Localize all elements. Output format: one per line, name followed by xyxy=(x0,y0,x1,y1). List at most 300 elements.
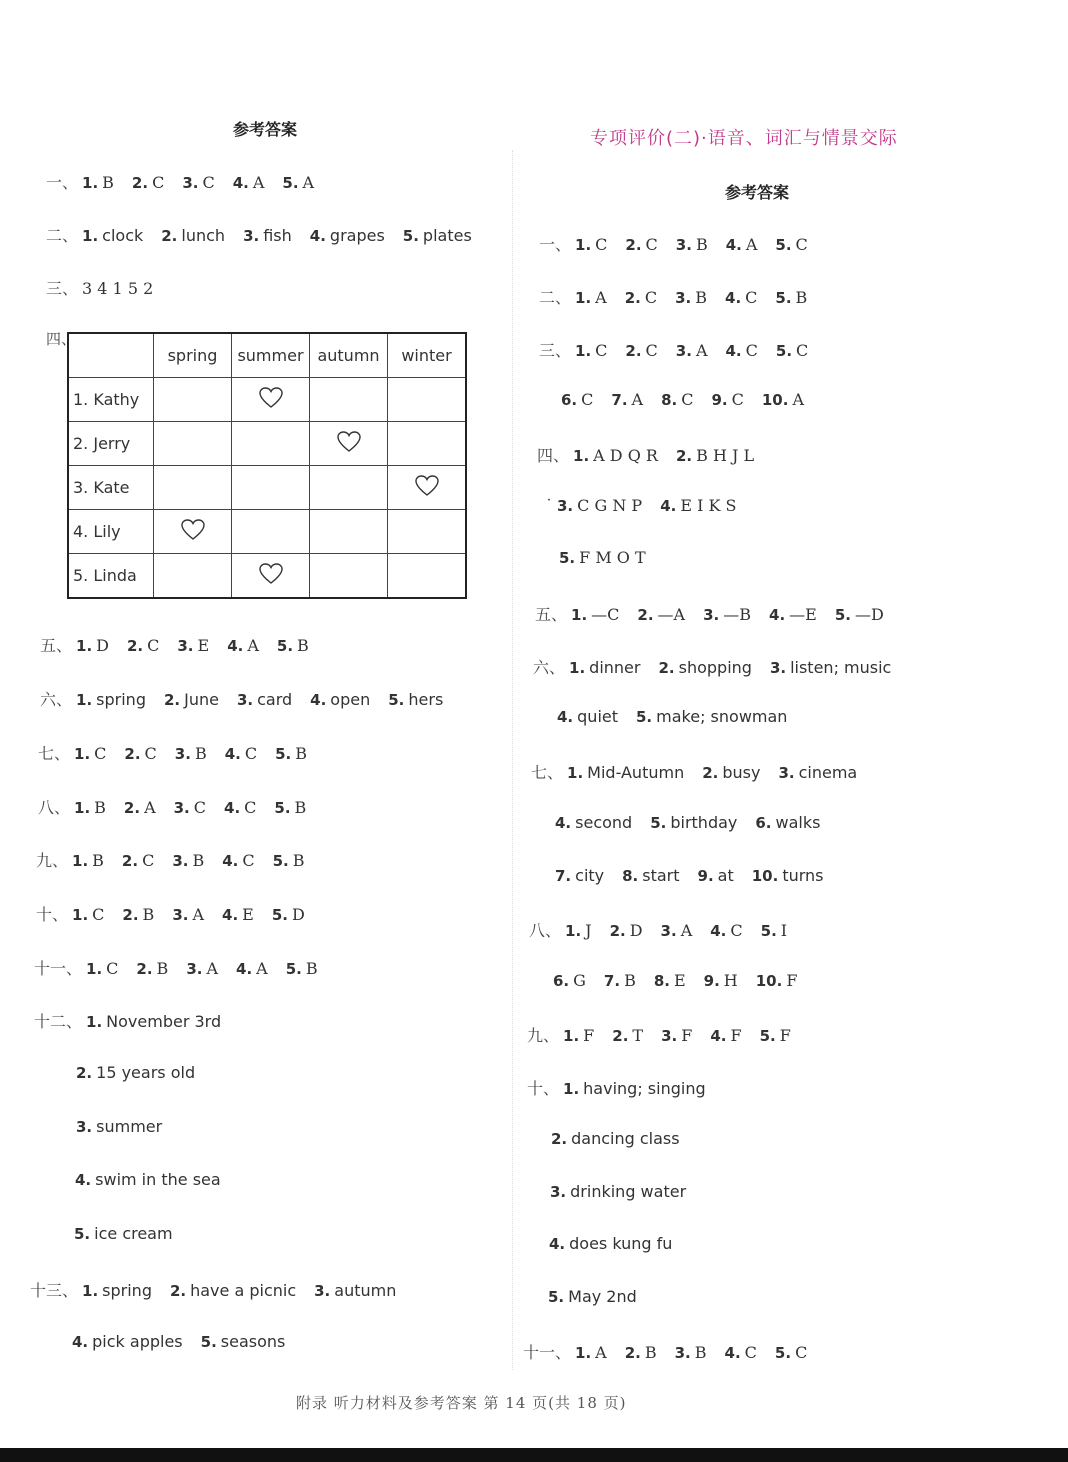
table-header-cell: autumn xyxy=(310,333,388,378)
answer-item xyxy=(557,707,618,726)
answer-item xyxy=(661,1026,692,1045)
item-number: 7. xyxy=(611,391,628,409)
item-number: 3. xyxy=(675,236,692,254)
item-number: 3. xyxy=(172,906,189,924)
item-number: 9. xyxy=(711,391,728,409)
item-number: 4. xyxy=(227,637,244,655)
item-answer: A xyxy=(695,341,708,360)
student-name-cell: 4. Lily xyxy=(68,510,154,554)
item-number: 3. xyxy=(174,745,191,763)
answer-line xyxy=(46,276,153,299)
item-number: 1. xyxy=(82,227,99,245)
item-answer: pick apples xyxy=(92,1332,183,1351)
item-answer: C xyxy=(244,798,257,817)
item-number: 3. xyxy=(661,1027,678,1045)
item-number: 5. xyxy=(74,1225,91,1243)
answer-item xyxy=(703,605,751,624)
item-number: 9. xyxy=(703,972,720,990)
season-cell xyxy=(310,378,388,422)
answer-item xyxy=(74,1224,173,1243)
answer-item xyxy=(654,971,686,990)
season-cell xyxy=(388,422,467,466)
item-answer: A xyxy=(192,905,205,924)
answer-line xyxy=(535,602,902,625)
section-number: 七、 xyxy=(531,763,564,782)
section-four-label: 四、 xyxy=(46,330,77,348)
answer-item xyxy=(760,1026,791,1045)
answer-item xyxy=(403,226,472,245)
item-answer: May 2nd xyxy=(568,1287,637,1306)
answer-item xyxy=(82,1281,152,1300)
answer-line xyxy=(75,1170,239,1189)
answer-sequence: 3 4 1 5 2 xyxy=(82,279,154,298)
item-number: 3. xyxy=(243,227,260,245)
answer-line xyxy=(557,707,805,726)
answer-item xyxy=(563,1079,706,1098)
item-number: 3. xyxy=(76,1118,93,1136)
item-number: 5. xyxy=(559,549,576,567)
item-answer: J xyxy=(585,921,592,940)
item-answer: A xyxy=(745,235,758,254)
answer-item xyxy=(625,341,657,360)
section-number: 二、 xyxy=(539,288,572,307)
table-header-cell: spring xyxy=(154,333,232,378)
answer-item xyxy=(127,636,159,655)
answer-item xyxy=(236,959,268,978)
season-table xyxy=(67,332,467,599)
item-answer: A xyxy=(247,636,259,655)
item-number: 4. xyxy=(710,1027,727,1045)
answer-item xyxy=(388,690,443,709)
item-number: 1. xyxy=(86,960,103,978)
answer-line xyxy=(74,1224,191,1243)
item-number: 3. xyxy=(177,637,194,655)
item-answer: A xyxy=(631,390,644,409)
answer-line xyxy=(537,443,772,466)
section-number: 五、 xyxy=(535,605,568,624)
table-row xyxy=(68,510,466,554)
item-answer: F xyxy=(786,971,798,990)
answer-item xyxy=(72,851,104,870)
item-number: 2. xyxy=(161,227,178,245)
item-answer: C xyxy=(730,921,743,940)
section-number: ˙ xyxy=(545,496,553,515)
item-answer: E xyxy=(242,905,254,924)
item-answer: I xyxy=(780,921,788,940)
item-answer: C xyxy=(681,390,694,409)
answer-item xyxy=(559,548,646,567)
item-answer: —E xyxy=(789,605,817,624)
section-number: 十、 xyxy=(36,905,69,924)
item-answer: A xyxy=(792,390,805,409)
season-cell xyxy=(232,378,310,422)
season-cell xyxy=(154,510,232,554)
item-answer: walks xyxy=(775,813,821,832)
item-answer: A xyxy=(144,798,156,817)
answer-line xyxy=(46,170,332,193)
table-row xyxy=(68,378,466,422)
item-answer: dinner xyxy=(589,658,641,677)
item-answer: November 3rd xyxy=(106,1012,222,1031)
answer-line xyxy=(533,655,909,678)
item-answer: have a picnic xyxy=(190,1281,297,1300)
item-number: 6. xyxy=(755,814,772,832)
answer-item xyxy=(612,1026,643,1045)
item-number: 2. xyxy=(131,174,149,192)
item-number: 7. xyxy=(603,972,621,990)
item-number: 4. xyxy=(769,606,786,624)
answer-line xyxy=(539,285,825,308)
item-answer: D xyxy=(629,921,643,940)
answer-item xyxy=(725,1343,757,1362)
answer-line xyxy=(527,1076,724,1099)
section-number: 三、 xyxy=(539,341,572,360)
item-number: 4. xyxy=(232,174,249,192)
answer-item xyxy=(76,1117,162,1136)
item-answer: fish xyxy=(263,226,292,245)
item-answer: card xyxy=(257,690,293,709)
answer-item xyxy=(132,173,164,192)
item-answer: A xyxy=(256,959,268,978)
season-cell xyxy=(232,510,310,554)
answer-item xyxy=(622,866,679,885)
item-number: 2. xyxy=(609,922,626,940)
item-answer: D xyxy=(96,636,109,655)
answer-item xyxy=(175,744,207,763)
answer-item xyxy=(575,235,607,254)
answer-item xyxy=(74,744,106,763)
answer-line xyxy=(529,918,805,941)
item-number: 1. xyxy=(575,1344,592,1362)
answer-line xyxy=(523,1340,825,1363)
answer-item xyxy=(776,341,808,360)
answer-item xyxy=(222,905,254,924)
item-number: 10. xyxy=(761,391,789,409)
heart-icon xyxy=(258,562,284,586)
item-number: 4. xyxy=(72,1333,89,1351)
answer-key-title-right: 参考答案 xyxy=(725,183,790,202)
answer-item xyxy=(555,866,604,885)
item-number: 1. xyxy=(567,764,584,782)
item-answer: C xyxy=(595,341,608,360)
answer-item xyxy=(725,288,757,307)
item-number: 5. xyxy=(636,708,653,726)
answer-line xyxy=(38,795,324,818)
answer-item xyxy=(177,636,209,655)
answer-item xyxy=(86,1012,221,1031)
item-number: 4. xyxy=(309,227,326,245)
item-number: 4. xyxy=(660,497,677,515)
item-number: 5. xyxy=(285,960,302,978)
item-number: 2. xyxy=(675,447,693,465)
answer-item xyxy=(555,813,632,832)
item-number: 2. xyxy=(658,659,675,677)
item-answer: summer xyxy=(96,1117,163,1136)
answer-item xyxy=(548,1287,637,1306)
item-number: 2. xyxy=(76,1064,93,1082)
item-number: 5. xyxy=(650,814,667,832)
item-answer: cinema xyxy=(798,763,858,782)
item-number: 4. xyxy=(224,745,241,763)
item-number: 2. xyxy=(124,745,141,763)
section-number: 十一、 xyxy=(523,1343,572,1362)
item-answer: birthday xyxy=(670,813,738,832)
answer-line xyxy=(72,1332,303,1351)
item-number: 2. xyxy=(612,1027,629,1045)
item-number: 5. xyxy=(775,342,793,360)
season-cell xyxy=(310,422,388,466)
answer-item xyxy=(752,866,824,885)
item-answer: F xyxy=(779,1026,791,1045)
item-number: 5. xyxy=(774,1344,792,1362)
item-number: 3. xyxy=(550,1183,567,1201)
answer-item xyxy=(770,658,891,677)
answer-item xyxy=(314,1281,396,1300)
answer-item xyxy=(676,341,708,360)
answer-line xyxy=(76,1117,180,1136)
item-number: 2. xyxy=(169,1282,187,1300)
item-answer: lunch xyxy=(181,226,226,245)
item-answer: drinking water xyxy=(570,1182,687,1201)
item-answer: C xyxy=(244,744,258,763)
item-answer: C xyxy=(744,1343,757,1362)
item-answer: B H J L xyxy=(696,446,755,465)
item-answer: C xyxy=(202,173,215,192)
item-number: 1. xyxy=(575,342,592,360)
item-answer: C xyxy=(796,341,809,360)
answer-item xyxy=(273,851,305,870)
item-answer: quiet xyxy=(577,707,618,726)
item-answer: H xyxy=(723,971,738,990)
item-answer: B xyxy=(644,1343,657,1362)
item-answer: busy xyxy=(722,763,761,782)
item-answer: B xyxy=(305,959,318,978)
answer-item xyxy=(122,905,154,924)
item-number: 1. xyxy=(569,659,586,677)
student-name-cell: 5. Linda xyxy=(68,554,154,599)
item-answer: having; singing xyxy=(583,1079,706,1098)
item-number: 8. xyxy=(622,867,639,885)
item-answer: A xyxy=(680,921,693,940)
item-answer: June xyxy=(184,690,219,709)
item-answer: A xyxy=(206,959,219,978)
item-answer: C xyxy=(645,235,658,254)
answer-item xyxy=(755,813,820,832)
item-answer: F M O T xyxy=(579,548,646,567)
answer-item xyxy=(660,496,736,515)
item-answer: B xyxy=(292,851,305,870)
item-number: 3. xyxy=(675,342,692,360)
item-answer: C xyxy=(147,636,160,655)
item-number: 3. xyxy=(186,960,203,978)
item-answer: B xyxy=(295,744,307,763)
answer-line xyxy=(36,848,323,871)
item-answer: spring xyxy=(96,690,146,709)
answer-item xyxy=(761,921,787,940)
item-answer: 15 years old xyxy=(96,1063,196,1082)
item-answer: B xyxy=(156,959,169,978)
item-answer: seasons xyxy=(220,1332,286,1351)
answer-item xyxy=(611,390,643,409)
season-cell xyxy=(310,554,388,599)
item-number: 3. xyxy=(674,1344,691,1362)
answer-line xyxy=(545,496,755,515)
answer-item xyxy=(227,636,259,655)
item-answer: B xyxy=(102,173,114,192)
item-answer: C xyxy=(645,341,658,360)
answer-line xyxy=(76,1063,213,1082)
answer-item xyxy=(726,341,758,360)
column-divider xyxy=(512,150,514,1370)
item-answer: E I K S xyxy=(680,496,737,515)
answer-item xyxy=(698,866,734,885)
item-answer: open xyxy=(330,690,371,709)
item-answer: C xyxy=(142,851,155,870)
item-answer: B xyxy=(294,798,307,817)
answer-item xyxy=(122,851,154,870)
answer-item xyxy=(224,798,256,817)
item-answer: autumn xyxy=(334,1281,397,1300)
section-title: 专项评价(二)·语音、词汇与情景交际 xyxy=(590,128,898,149)
item-number: 3. xyxy=(660,922,677,940)
item-number: 5. xyxy=(274,799,291,817)
item-number: 4. xyxy=(222,852,239,870)
answer-item xyxy=(164,690,219,709)
item-answer: E xyxy=(673,971,686,990)
answer-item xyxy=(286,959,318,978)
answer-item xyxy=(661,921,693,940)
item-answer: B xyxy=(142,905,155,924)
item-answer: at xyxy=(717,866,734,885)
item-number: 8. xyxy=(661,391,678,409)
item-answer: C xyxy=(581,390,594,409)
item-number: 7. xyxy=(555,867,572,885)
item-answer: second xyxy=(575,813,633,832)
item-answer: C xyxy=(242,851,255,870)
item-answer: B xyxy=(795,288,808,307)
item-answer: does kung fu xyxy=(569,1234,673,1253)
item-number: 5. xyxy=(548,1288,565,1306)
item-answer: grapes xyxy=(329,226,385,245)
answer-line xyxy=(539,338,826,361)
item-answer: C xyxy=(94,744,107,763)
answer-item xyxy=(676,235,708,254)
item-number: 5. xyxy=(759,1027,776,1045)
answer-line xyxy=(561,390,822,409)
item-number: 1. xyxy=(74,799,91,817)
answer-item xyxy=(275,744,307,763)
answer-line xyxy=(527,1023,809,1046)
student-name-cell: 2. Jerry xyxy=(68,422,154,466)
answer-line xyxy=(40,633,327,656)
item-number: 6. xyxy=(553,972,570,990)
answer-key-title: 参考答案 xyxy=(233,120,298,139)
item-answer: plates xyxy=(422,226,472,245)
item-number: 1. xyxy=(563,1027,580,1045)
season-cell xyxy=(232,554,310,599)
item-number: 3. xyxy=(557,497,574,515)
item-answer: B xyxy=(297,636,309,655)
item-number: 5. xyxy=(200,1333,217,1351)
item-number: 1. xyxy=(565,922,582,940)
section-number: 四、 xyxy=(537,446,570,465)
item-answer: B xyxy=(694,1343,707,1362)
answer-item xyxy=(778,763,857,782)
answer-item xyxy=(76,690,146,709)
item-number: 10. xyxy=(751,867,779,885)
answer-line xyxy=(531,760,875,783)
answer-item xyxy=(650,813,737,832)
item-answer: start xyxy=(642,866,680,885)
item-answer: Mid-Autumn xyxy=(587,763,685,782)
item-answer: —B xyxy=(723,605,752,624)
answer-item xyxy=(549,1234,672,1253)
item-number: 2. xyxy=(624,1344,641,1362)
season-cell xyxy=(154,422,232,466)
item-number: 8. xyxy=(653,972,670,990)
item-answer: shopping xyxy=(678,658,752,677)
item-number: 4. xyxy=(557,708,574,726)
answer-item xyxy=(72,905,104,924)
item-answer: B xyxy=(92,851,104,870)
item-answer: city xyxy=(575,866,605,885)
item-answer: C xyxy=(731,390,744,409)
item-number: 5. xyxy=(402,227,419,245)
answer-item xyxy=(186,959,218,978)
item-number: 6. xyxy=(561,391,578,409)
answer-line xyxy=(559,548,664,567)
answer-line xyxy=(551,1129,698,1148)
item-answer: B xyxy=(194,744,207,763)
season-cell xyxy=(232,466,310,510)
item-answer: C xyxy=(152,173,165,192)
item-number: 5. xyxy=(760,922,777,940)
item-answer: F xyxy=(681,1026,693,1045)
answer-item xyxy=(762,390,804,409)
section-number: 七、 xyxy=(38,744,71,763)
answer-item xyxy=(756,971,798,990)
item-number: 2. xyxy=(624,289,641,307)
answer-line xyxy=(30,1278,414,1301)
item-number: 2. xyxy=(121,852,139,870)
heart-icon xyxy=(180,518,206,542)
answer-item xyxy=(711,390,743,409)
answer-item xyxy=(835,605,884,624)
answer-item xyxy=(563,1026,594,1045)
item-answer: C xyxy=(795,1343,808,1362)
answer-line xyxy=(36,902,323,925)
item-answer: C xyxy=(745,288,758,307)
answer-line xyxy=(548,1287,655,1306)
answer-item xyxy=(575,1343,607,1362)
answer-item xyxy=(775,235,807,254)
item-answer: C xyxy=(795,235,808,254)
item-answer: C xyxy=(92,905,105,924)
item-number: 5. xyxy=(388,691,405,709)
item-number: 4. xyxy=(724,1344,741,1362)
answer-item xyxy=(702,763,760,782)
item-answer: A xyxy=(252,173,265,192)
heart-icon xyxy=(336,430,362,454)
answer-item xyxy=(675,288,707,307)
section-number: 八、 xyxy=(529,921,562,940)
answer-item xyxy=(86,959,118,978)
item-answer: F xyxy=(583,1026,595,1045)
item-number: 4. xyxy=(75,1171,92,1189)
section-number: 十三、 xyxy=(30,1281,79,1300)
item-number: 4. xyxy=(222,906,239,924)
answer-item xyxy=(661,390,693,409)
